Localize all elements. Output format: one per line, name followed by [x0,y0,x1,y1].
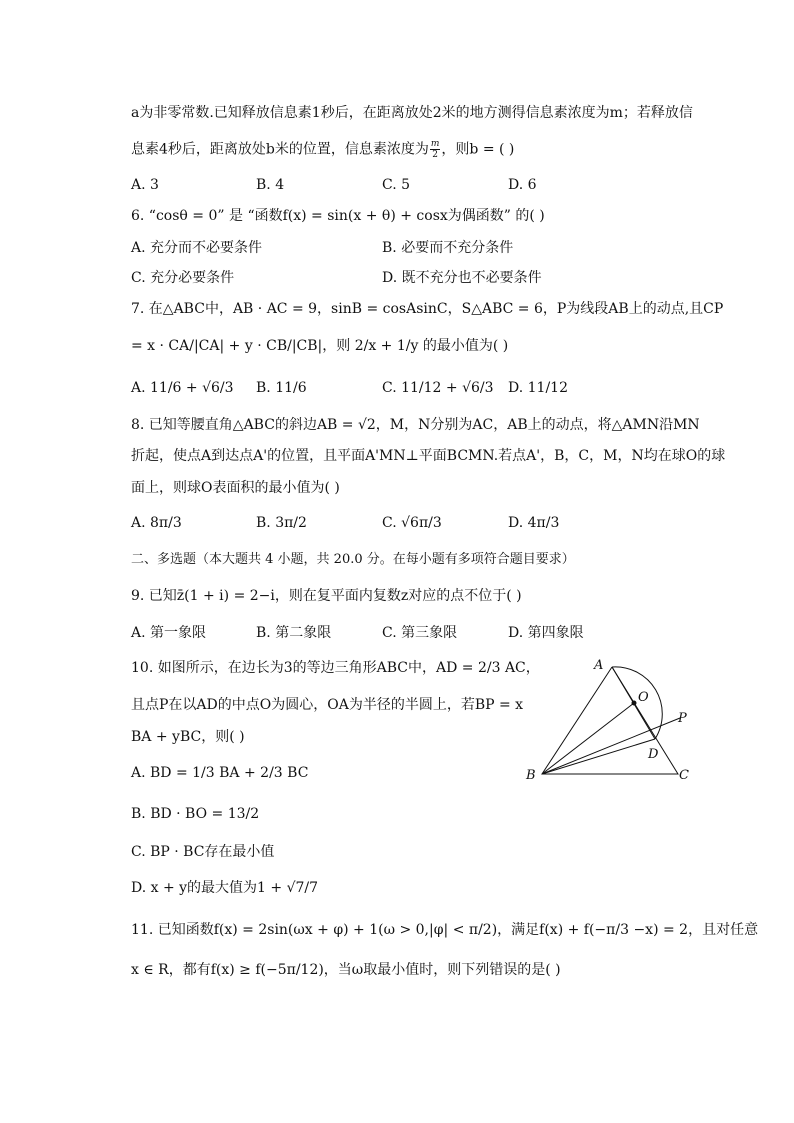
q6-stem: 6. “cosθ = 0” 是 “函数f(x) = sin(x + θ) + cosx为偶函数” 的( ) [131,208,545,224]
q8-line2: 折起，使点A到达点A'的位置，且平面A'MN⊥平面BCMN.若点A'，B，C，M，N均在球O的球 [131,448,726,464]
q9-stem: 9. 已知z̄(1 + i) = 2−i，则在复平面内复数z对应的点不位于( ) [131,588,522,604]
q5-line1: a为非零常数.已知释放信息素1秒后，在距离放处2米的地方测得信息素浓度为m；若释放信 [131,105,693,121]
q8-option-d[interactable]: D. 4π/3 [508,515,560,531]
q6-option-d[interactable]: D. 既不充分也不必要条件 [382,270,542,286]
segment-bp [542,718,680,774]
q10-option-a[interactable]: A. BD = 1/3 BA + 2/3 BC [131,765,309,781]
q10-option-c[interactable]: C. BP · BC存在最小值 [131,844,275,860]
label-a: A [594,658,604,673]
q7-option-a[interactable]: A. 11/6 + √6/3 [131,380,234,396]
q8-option-b[interactable]: B. 3π/2 [256,515,307,531]
label-c: C [679,768,689,783]
q7-line1: 7. 在△ABC中，AB · AC = 9，sinB = cosAsinC，S△ABC = 6，P为线段AB上的动点,且CP [131,301,724,317]
q10-line2: 且点P在以AD的中点O为圆心，OA为半径的半圆上，若BP = x [131,697,524,713]
q8-line1: 8. 已知等腰直角△ABC的斜边AB = √2，M，N分别为AC，AB上的动点，将△AMN沿MN [131,417,700,433]
q7-line2: = x · CA/|CA| + y · CB/|CB|，则 2/x + 1/y 的最小值为( ) [131,338,509,354]
q10-line3: BA + yBC，则( ) [131,729,245,745]
q10-triangle-figure [520,652,720,792]
q7-option-d[interactable]: D. 11/12 [508,380,568,396]
q9-option-d[interactable]: D. 第四象限 [508,625,584,641]
label-p: P [678,711,687,726]
label-b: B [526,768,536,783]
q8-option-a[interactable]: A. 8π/3 [131,515,182,531]
segment-bo [542,703,634,774]
q10-option-d[interactable]: D. x + y的最大值为1 + √7/7 [131,880,319,896]
q8-option-c[interactable]: C. √6π/3 [382,515,442,531]
q8-line3: 面上，则球O表面积的最小值为( ) [131,480,340,496]
q6-option-c[interactable]: C. 充分必要条件 [131,270,235,286]
q6-option-b[interactable]: B. 必要而不充分条件 [382,240,514,256]
q5-option-a[interactable]: A. 3 [131,177,159,193]
q5-option-d[interactable]: D. 6 [508,177,537,193]
q5-line2-end: ，则b = ( ) [441,141,515,158]
q5-option-c[interactable]: C. 5 [382,177,411,193]
q7-option-b[interactable]: B. 11/6 [256,380,307,396]
q10-line1: 10. 如图所示，在边长为3的等边三角形ABC中，AD = 2/3 AC， [131,660,540,676]
q5-fraction: $\frac{m}{2}$ [430,139,440,160]
q9-option-a[interactable]: A. 第一象限 [131,625,207,641]
q11-line2: x ∈ R，都有f(x) ≥ f(−5π/12)，当ω取最小值时，则下列错误的是( ) [131,962,561,978]
segment-bd [542,739,655,774]
label-o: O [638,690,649,705]
q11-line1: 11. 已知函数f(x) = 2sin(ωx + φ) + 1(ω > 0,|φ| < π/2)，满足f(x) + f(−π/3 −x) = 2，且对任意 [131,922,759,938]
q9-option-b[interactable]: B. 第二象限 [256,625,332,641]
q5-line2 [131,139,514,160]
q5-option-b[interactable]: B. 4 [256,177,285,193]
q9-option-c[interactable]: C. 第三象限 [382,625,458,641]
q5-line2-text: 息素4秒后，距离放处b米的位置，信息素浓度为 [131,141,429,158]
q10-option-b[interactable]: B. BD · BO = 13/2 [131,806,260,822]
label-d: D [648,747,659,762]
q6-option-a[interactable]: A. 充分而不必要条件 [131,240,263,256]
q7-option-c[interactable]: C. 11/12 + √6/3 [382,380,494,396]
section-heading-multiple-choice: 二、多选题（本大题共 4 小题，共 20.0 分。在每小题有多项符合题目要求） [131,552,575,567]
point-o [632,701,637,706]
